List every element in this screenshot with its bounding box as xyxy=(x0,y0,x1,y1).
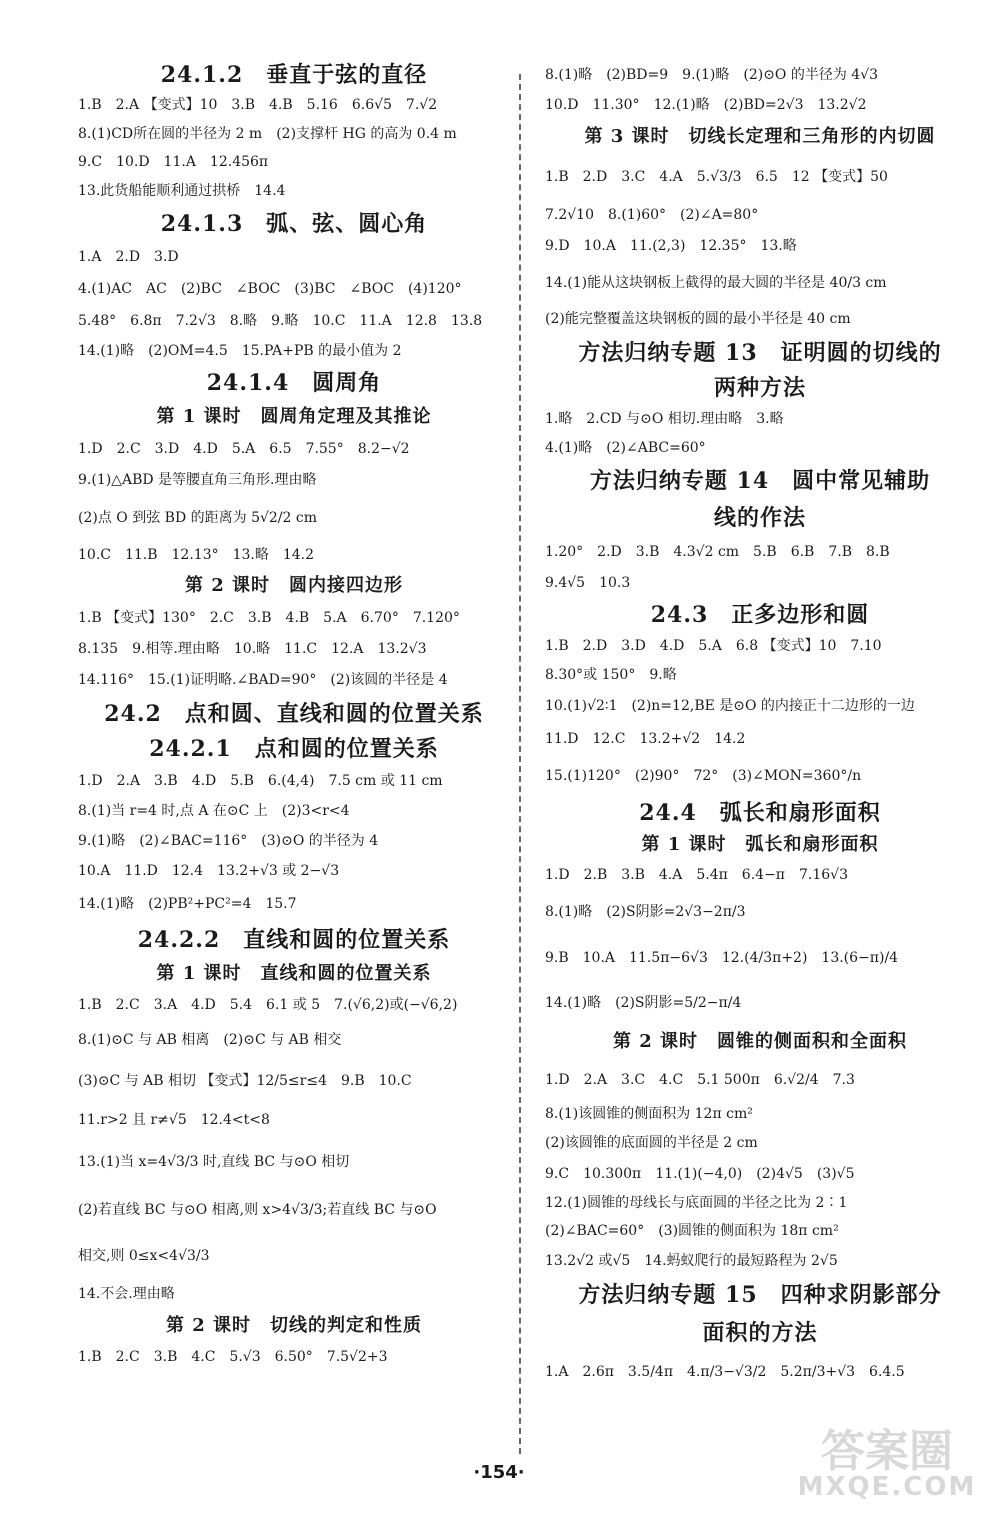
lesson-heading: 第 1 课时 圆周角定理及其推论 xyxy=(156,406,432,427)
answer-line: 12.(1)圆锥的母线长与底面圆的半径之比为 2∶1 xyxy=(545,1195,848,1211)
section-heading: 24.1.2 垂直于弦的直径 xyxy=(160,62,428,88)
answer-line: (2)能完整覆盖这块钢板的圆的最小半径是 40 cm xyxy=(545,311,851,327)
section-heading: 24.2 点和圆、直线和圆的位置关系 xyxy=(104,701,484,727)
lesson-heading: 第 3 课时 切线长定理和三角形的内切圆 xyxy=(584,126,936,147)
answer-line: 9.C 10.D 11.A 12.456π xyxy=(78,154,269,170)
answer-line: 1.B 【变式】130° 2.C 3.B 4.B 5.A 6.70° 7.120° xyxy=(78,610,460,626)
watermark-logo xyxy=(792,1426,982,1530)
section-heading: 24.1.3 弧、弦、圆心角 xyxy=(160,211,428,237)
answer-line: 相交,则 0≤x<4√3/3 xyxy=(78,1248,210,1264)
answer-line: 15.(1)120° (2)90° 72° (3)∠MON=360°/n xyxy=(545,768,862,784)
answer-line: 10.C 11.B 12.13° 13.略 14.2 xyxy=(78,547,315,563)
answer-line: 13.(1)当 x=4√3/3 时,直线 BC 与⊙O 相切 xyxy=(78,1154,350,1170)
answer-line: 14.116° 15.(1)证明略.∠BAD=90° (2)该圆的半径是 4 xyxy=(78,672,448,688)
section-heading: 方法归纳专题 13 证明圆的切线的 xyxy=(578,340,942,366)
answer-line: 8.135 9.相等.理由略 10.略 11.C 12.A 13.2√3 xyxy=(78,641,427,657)
answer-line: 4.(1)略 (2)∠ABC=60° xyxy=(545,440,706,456)
answer-line: 10.A 11.D 12.4 13.2+√3 或 2−√3 xyxy=(78,863,340,879)
answer-line: 8.(1)⊙C 与 AB 相离 (2)⊙C 与 AB 相交 xyxy=(78,1032,342,1048)
answer-line: 14.不会.理由略 xyxy=(78,1286,175,1302)
answer-line: 9.4√5 10.3 xyxy=(545,575,631,591)
lesson-heading: 第 1 课时 弧长和扇形面积 xyxy=(641,834,879,855)
answer-line: 1.略 2.CD 与⊙O 相切.理由略 3.略 xyxy=(545,411,784,427)
watermark-line2: MXQE.COM xyxy=(797,1472,977,1502)
watermark-line1: 答案圈 xyxy=(821,1426,953,1477)
answer-line: (2)若直线 BC 与⊙O 相离,则 x>4√3/3;若直线 BC 与⊙O xyxy=(78,1202,437,1218)
answer-line: 1.D 2.A 3.B 4.D 5.B 6.(4,4) 7.5 cm 或 11 cm xyxy=(78,773,443,789)
section-heading: 线的作法 xyxy=(713,505,806,531)
answer-line: 8.(1)略 (2)BD=9 9.(1)略 (2)⊙O 的半径为 4√3 xyxy=(545,67,879,83)
section-heading: 24.2.1 点和圆的位置关系 xyxy=(149,736,439,762)
answer-line: (2)点 O 到弦 BD 的距离为 5√2/2 cm xyxy=(78,510,317,526)
answer-line: 1.D 2.A 3.C 4.C 5.1 500π 6.√2/4 7.3 xyxy=(545,1072,855,1088)
answer-line: 13.2√2 或√5 14.蚂蚁爬行的最短路程为 2√5 xyxy=(545,1253,838,1269)
answer-line: 8.(1)该圆锥的侧面积为 12π cm² xyxy=(545,1106,753,1122)
answer-line: 1.B 2.D 3.C 4.A 5.√3/3 6.5 12 【变式】50 xyxy=(545,169,888,185)
answer-line: 10.(1)√2∶1 (2)n=12,BE 是⊙O 的内接正十二边形的一边 xyxy=(545,698,915,714)
answer-line: (2)∠BAC=60° (3)圆锥的侧面积为 18π cm² xyxy=(545,1223,839,1239)
section-heading: 方法归纳专题 15 四种求阴影部分 xyxy=(578,1282,942,1308)
lesson-heading: 第 2 课时 切线的判定和性质 xyxy=(165,1315,423,1336)
section-heading: 两种方法 xyxy=(713,375,806,401)
section-heading: 24.1.4 圆周角 xyxy=(206,370,382,396)
left-column xyxy=(78,60,510,1372)
answer-line: 8.(1)当 r=4 时,点 A 在⊙C 上 (2)3<r<4 xyxy=(78,803,350,819)
answer-line: 8.30°或 150° 9.略 xyxy=(545,667,677,683)
answer-line: 9.C 10.300π 11.(1)(−4,0) (2)4√5 (3)√5 xyxy=(545,1166,855,1182)
answer-line: (2)该圆锥的底面圆的半径是 2 cm xyxy=(545,1135,758,1151)
answer-line: 9.B 10.A 11.5π−6√3 12.(4/3π+2) 13.(6−π)/4 xyxy=(545,950,899,966)
page-number: ·154· xyxy=(473,1462,525,1483)
section-heading: 24.3 正多边形和圆 xyxy=(650,602,870,628)
answer-line: 8.(1)略 (2)S阴影=2√3−2π/3 xyxy=(545,904,746,920)
section-heading: 24.2.2 直线和圆的位置关系 xyxy=(137,927,451,953)
answer-line: 14.(1)略 (2)PB²+PC²=4 15.7 xyxy=(78,896,297,912)
section-heading: 方法归纳专题 14 圆中常见辅助 xyxy=(589,468,931,494)
answer-line: 9.(1)△ABD 是等腰直角三角形.理由略 xyxy=(78,472,317,488)
answer-line: 4.(1)AC AC (2)BC ∠BOC (3)BC ∠BOC (4)120° xyxy=(78,281,462,297)
section-heading: 面积的方法 xyxy=(702,1320,818,1346)
answer-line: 1.B 2.C 3.B 4.C 5.√3 6.50° 7.5√2+3 xyxy=(78,1349,388,1365)
answer-line: 7.2√10 8.(1)60° (2)∠A=80° xyxy=(545,207,759,223)
answer-line: 1.20° 2.D 3.B 4.3√2 cm 5.B 6.B 7.B 8.B xyxy=(545,544,890,560)
answer-line: 1.B 2.D 3.D 4.D 5.A 6.8 【变式】10 7.10 xyxy=(545,638,882,654)
lesson-heading: 第 2 课时 圆锥的侧面积和全面积 xyxy=(612,1031,908,1052)
answer-line: 14.(1)能从这块钢板上截得的最大圆的半径是 40/3 cm xyxy=(545,275,887,291)
answer-line: 1.A 2.D 3.D xyxy=(78,249,179,265)
answer-line: 13.此货船能顺利通过拱桥 14.4 xyxy=(78,183,286,199)
answer-line: 14.(1)略 (2)OM=4.5 15.PA+PB 的最小值为 2 xyxy=(78,343,402,359)
answer-line: 9.(1)略 (2)∠BAC=116° (3)⊙O 的半径为 4 xyxy=(78,833,379,849)
column-divider xyxy=(519,74,521,1454)
answer-line: 1.B 2.A 【变式】10 3.B 4.B 5.16 6.6√5 7.√2 xyxy=(78,97,438,113)
answer-line: 1.A 2.6π 3.5/4π 4.π/3−√3/2 5.2π/3+√3 6.4.5 xyxy=(545,1364,905,1380)
answer-line: 1.D 2.C 3.D 4.D 5.A 6.5 7.55° 8.2−√2 xyxy=(78,441,410,457)
answer-line: 5.48° 6.8π 7.2√3 8.略 9.略 10.C 11.A 12.8 13.8 xyxy=(78,313,483,329)
answer-line: (3)⊙C 与 AB 相切 【变式】12/5≤r≤4 9.B 10.C xyxy=(78,1073,412,1089)
answer-line: 11.D 12.C 13.2+√2 14.2 xyxy=(545,731,746,747)
answer-line: 8.(1)CD所在圆的半径为 2 m (2)支撑杆 HG 的高为 0.4 m xyxy=(78,126,457,142)
answer-line: 9.D 10.A 11.(2,3) 12.35° 13.略 xyxy=(545,238,797,254)
answer-line: 14.(1)略 (2)S阴影=5/2−π/4 xyxy=(545,995,742,1011)
answer-line: 1.B 2.C 3.A 4.D 5.4 6.1 或 5 7.(√6,2)或(−√6,2) xyxy=(78,997,458,1013)
section-heading: 24.4 弧长和扇形面积 xyxy=(639,800,881,826)
answer-line: 11.r>2 且 r≠√5 12.4<t<8 xyxy=(78,1112,270,1128)
answer-line: 10.D 11.30° 12.(1)略 (2)BD=2√3 13.2√2 xyxy=(545,97,867,113)
right-column xyxy=(545,60,975,1392)
lesson-heading: 第 1 课时 直线和圆的位置关系 xyxy=(156,963,432,984)
lesson-heading: 第 2 课时 圆内接四边形 xyxy=(184,575,404,596)
answer-line: 1.D 2.B 3.B 4.A 5.4π 6.4−π 7.16√3 xyxy=(545,867,849,883)
